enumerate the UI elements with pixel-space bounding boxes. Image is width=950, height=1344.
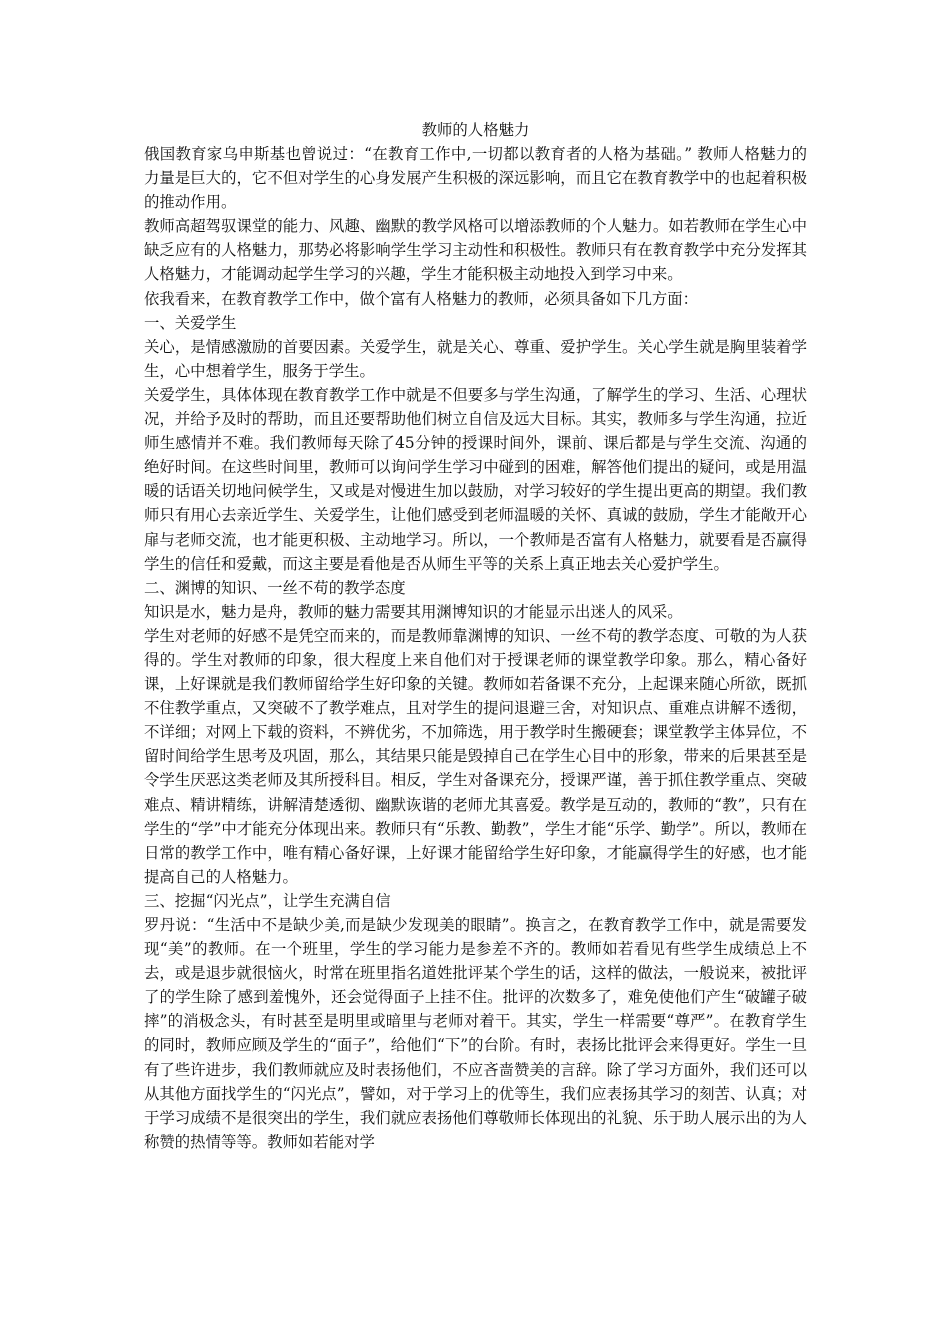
paragraph-intro-quote: 俄国教育家乌申斯基也曾说过：“在教育工作中,一切都以教育者的人格为基础。” 教师人格魅力的力量是巨大的，它不但对学生的心身发展产生积极的深远影响，而且它在教育教学中的也起着积极的推动作用。 [144,145,807,212]
section-heading-highlights: 三、挖掘“闪光点”，让学生充满自信 [144,891,391,910]
document-page [144,118,807,1154]
paragraph-knowledge-metaphor: 知识是水，魅力是舟，教师的魅力需要其用渊博知识的才能显示出迷人的风采。 [144,602,683,621]
paragraph-requirements-intro: 依我看来，在教育教学工作中，做个富有人格魅力的教师，必须具备如下几方面： [144,289,699,308]
paragraph-care-definition: 关心，是情感激励的首要因素。关爱学生，就是关心、尊重、爱护学生。关心学生就是胸里装着学生，心中想着学生，服务于学生。 [144,337,807,380]
paragraph-highlights-detail: 罗丹说：“生活中不是缺少美,而是缺少发现美的眼睛”。换言之，在教育教学工作中，就是需要发现“美”的教师。在一个班里，学生的学习能力是参差不齐的。教师如若看见有些学生成绩总上不去，或是退步就很恼火，时常在班里指名道姓批评某个学生的话，这样的做法，一般说来，被批评了的学生除了感到羞愧外，还会觉得面子上挂不住。批评的次数多了，难免使他们产生“破罐子破摔”的消极念头，有时甚至是明里或暗里与老师对着干。其实，学生一样需要“尊严”。在教育学生的同时，教师应顾及学生的“面子”，给他们“下”的台阶。有时，表扬比批评会来得更好。学生一旦有了些许进步，我们教师就应及时表扬他们，不应吝啬赞美的言辞。除了学习方面外，我们还可以从其他方面找学生的“闪光点”，譬如，对于学习上的优等生，我们应表扬其学习的刻苦、认真；对于学习成绩不是很突出的学生，我们就应表扬他们尊敬师长体现出的礼貌、乐于助人展示出的为人称赞的热情等等。教师如若能对学 [144,916,807,1151]
section-heading-knowledge: 二、渊博的知识、一丝不苟的教学态度 [144,578,406,597]
paragraph-care-detail: 关爱学生，具体体现在教育教学工作中就是不但要多与学生沟通，了解学生的学习、生活、心理状况，并给予及时的帮助，而且还要帮助他们树立自信及远大目标。其实，教师多与学生沟通，拉近师生感情并不难。我们教师每天除了45分钟的授课时间外，课前、课后都是与学生交流、沟通的绝好时间。在这些时间里，教师可以询问学生学习中碰到的困难，解答他们提出的疑问，或是用温暖的话语关切地问候学生，又或是对慢进生加以鼓励，对学习较好的学生提出更高的期望。我们教师只有用心去亲近学生、关爱学生，让他们感受到老师温暖的关怀、真诚的鼓励，学生才能敞开心扉与老师交流，也才能更积极、主动地学习。所以，一个教师是否富有人格魅力，就要看是否赢得学生的信任和爱戴，而这主要是看他是否从师生平等的关系上真正地去关心爱护学生。 [144,385,807,573]
section-heading-care: 一、关爱学生 [144,313,237,332]
paragraph-knowledge-detail: 学生对老师的好感不是凭空而来的，而是教师靠渊博的知识、一丝不苟的教学态度、可敬的为人获得的。学生对教师的印象，很大程度上来自他们对于授课老师的课堂教学印象。那么，精心备好课，上好课就是我们教师留给学生好印象的关键。教师如若备课不充分，上起课来随心所欲，既抓不住教学重点，又突破不了教学难点，且对学生的提问退避三舍，对知识点、重难点讲解不透彻，不详细；对网上下载的资料，不辨优劣，不加筛选，用于教学时生搬硬套；课堂教学主体异位，不留时间给学生思考及巩固，那么，其结果只能是毁掉自己在学生心目中的形象，带来的后果甚至是令学生厌恶这类老师及其所授科目。相反，学生对备课充分，授课严谨，善于抓住教学重点、突破难点、精讲精练，讲解清楚透彻、幽默诙谐的老师尤其喜爱。教学是互动的，教师的“教”，只有在学生的“学”中才能充分体现出来。教师只有“乐教、勤教”，学生才能“乐学、勤学”。所以，教师在日常的教学工作中，唯有精心备好课，上好课才能留给学生好印象，才能赢得学生的好感，也才能提高自己的人格魅力。 [144,626,807,886]
document-title: 教师的人格魅力 [421,121,530,139]
paragraph-teaching-style: 教师高超驾驭课堂的能力、风趣、幽默的教学风格可以增添教师的个人魅力。如若教师在学生心中缺乏应有的人格魅力，那势必将影响学生学习主动性和积极性。教师只有在教育教学中充分发挥其人格魅力，才能调动起学生学习的兴趣，学生才能积极主动地投入到学习中来。 [144,217,807,284]
